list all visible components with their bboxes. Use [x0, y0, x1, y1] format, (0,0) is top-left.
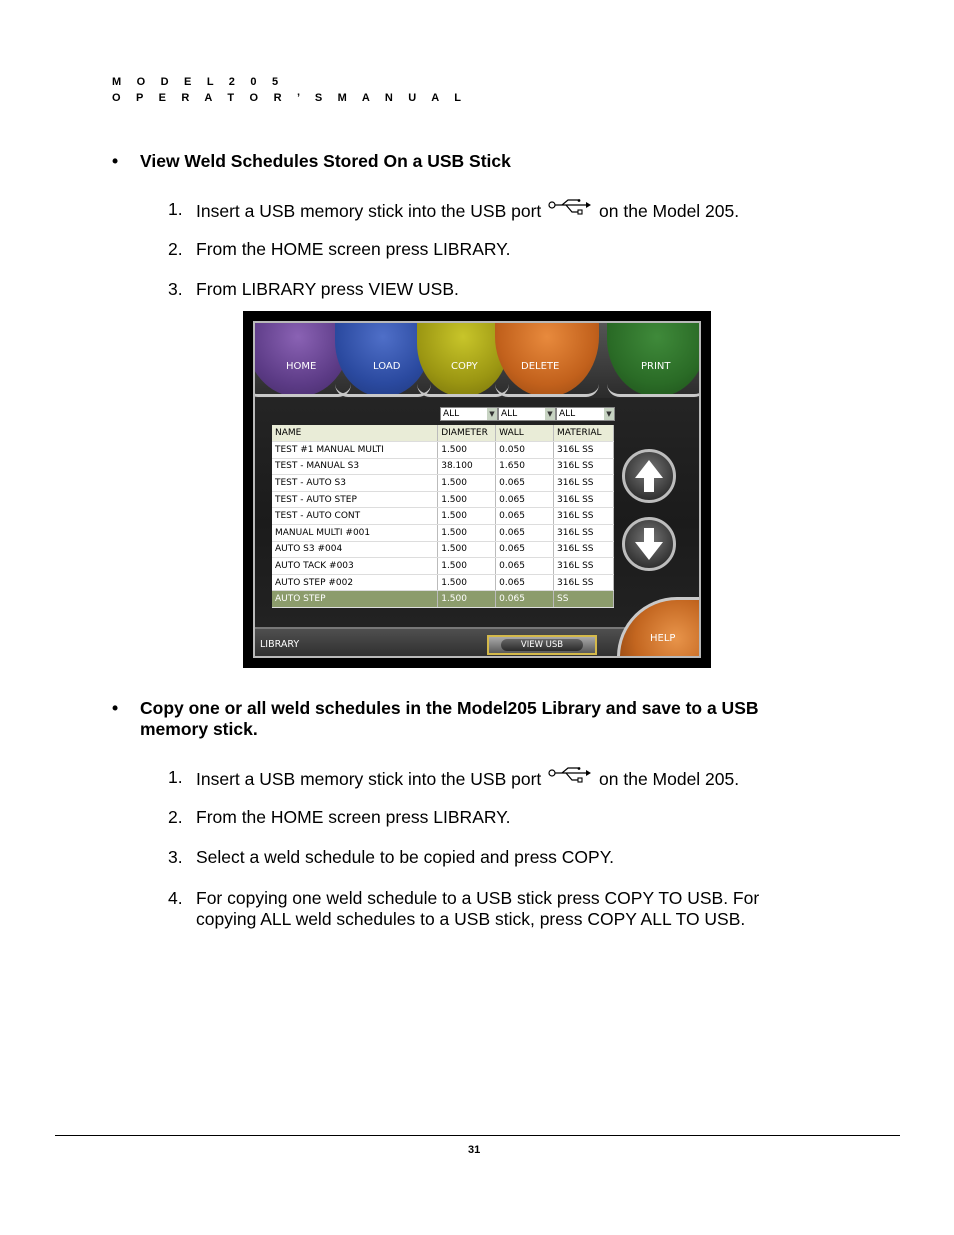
table-row[interactable] [272, 591, 614, 608]
cell-material: 316L SS [554, 458, 614, 475]
table-row[interactable] [272, 475, 614, 492]
cell-wall: 0.065 [496, 475, 554, 492]
table-row[interactable] [272, 491, 614, 508]
table-row[interactable] [272, 508, 614, 525]
cell-wall: 0.065 [496, 525, 554, 542]
table-row[interactable] [272, 442, 614, 459]
device-screenshot [243, 311, 711, 668]
arrow-down-icon [625, 520, 673, 568]
cell-material: 316L SS [554, 525, 614, 542]
cell-wall: 0.065 [496, 491, 554, 508]
col-wall[interactable]: WALL [496, 425, 554, 442]
cell-diameter: 1.500 [438, 525, 496, 542]
step-text: From the HOME screen press LIBRARY. [196, 807, 511, 827]
cell-diameter: 1.500 [438, 558, 496, 575]
scroll-up-button[interactable] [622, 449, 676, 503]
step-text: Insert a USB memory stick into the USB port on the Model 205. [196, 769, 740, 789]
screen-title: LIBRARY [260, 639, 300, 650]
table-header [272, 425, 614, 442]
table-row[interactable] [272, 558, 614, 575]
cell-wall: 0.065 [496, 541, 554, 558]
cell-diameter: 1.500 [438, 508, 496, 525]
bullet: • [112, 151, 119, 171]
library-screen [253, 321, 701, 658]
print-label: PRINT [641, 361, 671, 372]
cell-diameter: 1.500 [438, 591, 496, 608]
diameter-filter[interactable]: ALL ▼ [440, 407, 498, 421]
cell-diameter: 1.500 [438, 541, 496, 558]
cell-material: SS [554, 591, 614, 608]
cell-material: 316L SS [554, 442, 614, 459]
cell-name: MANUAL MULTI #001 [272, 525, 438, 542]
chevron-down-icon[interactable]: ▼ [604, 408, 614, 420]
print-button[interactable] [607, 321, 701, 397]
load-label: LOAD [373, 361, 401, 372]
cell-wall: 0.050 [496, 442, 554, 459]
cell-name: TEST - MANUAL S3 [272, 458, 438, 475]
bullet: • [112, 698, 119, 718]
step-number: 1. [168, 199, 183, 219]
usb-icon [548, 767, 592, 787]
footer-divider [55, 1135, 900, 1136]
step-number: 2. [168, 239, 183, 259]
cell-name: AUTO TACK #003 [272, 558, 438, 575]
step-text: From the HOME screen press LIBRARY. [196, 239, 511, 259]
cell-diameter: 1.500 [438, 491, 496, 508]
home-label: HOME [286, 361, 317, 372]
cell-diameter: 1.500 [438, 442, 496, 459]
step-number: 3. [168, 847, 183, 867]
step-text: From LIBRARY press VIEW USB. [196, 279, 459, 299]
material-filter[interactable]: ALL ▼ [556, 407, 615, 421]
cell-name: AUTO S3 #004 [272, 541, 438, 558]
delete-label: DELETE [521, 361, 560, 372]
scroll-down-button[interactable] [622, 517, 676, 571]
header-manual: O P E R A T O R ’ S M A N U A L [112, 92, 468, 104]
cell-material: 316L SS [554, 491, 614, 508]
header-model: M O D E L 2 0 5 [112, 76, 285, 88]
col-material[interactable]: MATERIAL [554, 425, 614, 442]
table-row[interactable] [272, 458, 614, 475]
cell-diameter: 1.500 [438, 574, 496, 591]
cell-wall: 0.065 [496, 574, 554, 591]
step-text: Insert a USB memory stick into the USB port on the Model 205. [196, 201, 740, 221]
cell-name: AUTO STEP #002 [272, 574, 438, 591]
chevron-down-icon[interactable]: ▼ [487, 408, 497, 420]
section2-title: Copy one or all weld schedules in the Model205 Library and save to a USB memory stick. [140, 698, 759, 739]
arrow-up-icon [625, 452, 673, 500]
col-diameter[interactable]: DIAMETER [438, 425, 496, 442]
nav-bar [255, 323, 699, 398]
cell-name: AUTO STEP [272, 591, 438, 608]
step-number: 2. [168, 807, 183, 827]
step-number: 1. [168, 767, 183, 787]
cell-wall: 1.650 [496, 458, 554, 475]
chevron-down-icon[interactable]: ▼ [545, 408, 555, 420]
cell-name: TEST - AUTO STEP [272, 491, 438, 508]
cell-name: TEST - AUTO S3 [272, 475, 438, 492]
schedule-table [272, 425, 614, 608]
cell-wall: 0.065 [496, 558, 554, 575]
section1-title: View Weld Schedules Stored On a USB Stick [140, 151, 511, 171]
cell-material: 316L SS [554, 574, 614, 591]
cell-wall: 0.065 [496, 508, 554, 525]
cell-diameter: 38.100 [438, 458, 496, 475]
cell-diameter: 1.500 [438, 475, 496, 492]
cell-wall: 0.065 [496, 591, 554, 608]
help-button[interactable] [617, 597, 701, 658]
col-name[interactable]: NAME [272, 425, 438, 442]
cell-material: 316L SS [554, 558, 614, 575]
wall-filter[interactable]: ALL ▼ [498, 407, 556, 421]
cell-material: 316L SS [554, 475, 614, 492]
cell-material: 316L SS [554, 508, 614, 525]
page-number: 31 [468, 1144, 481, 1156]
cell-material: 316L SS [554, 541, 614, 558]
table-row[interactable] [272, 525, 614, 542]
table-row[interactable] [272, 574, 614, 591]
step-number: 3. [168, 279, 183, 299]
step-text: For copying one weld schedule to a USB stick press COPY TO USB. For copying ALL weld schedules to a USB stick, press COPY ALL TO USB. [196, 888, 760, 929]
help-label: HELP [650, 633, 676, 644]
step-text: Select a weld schedule to be copied and press COPY. [196, 847, 614, 867]
cell-name: TEST #1 MANUAL MULTI [272, 442, 438, 459]
table-row[interactable] [272, 541, 614, 558]
delete-button[interactable] [495, 321, 599, 397]
view-usb-button[interactable]: VIEW USB [487, 635, 597, 655]
copy-label: COPY [451, 361, 478, 372]
cell-name: TEST - AUTO CONT [272, 508, 438, 525]
step-number: 4. [168, 888, 183, 908]
usb-icon [548, 199, 592, 219]
